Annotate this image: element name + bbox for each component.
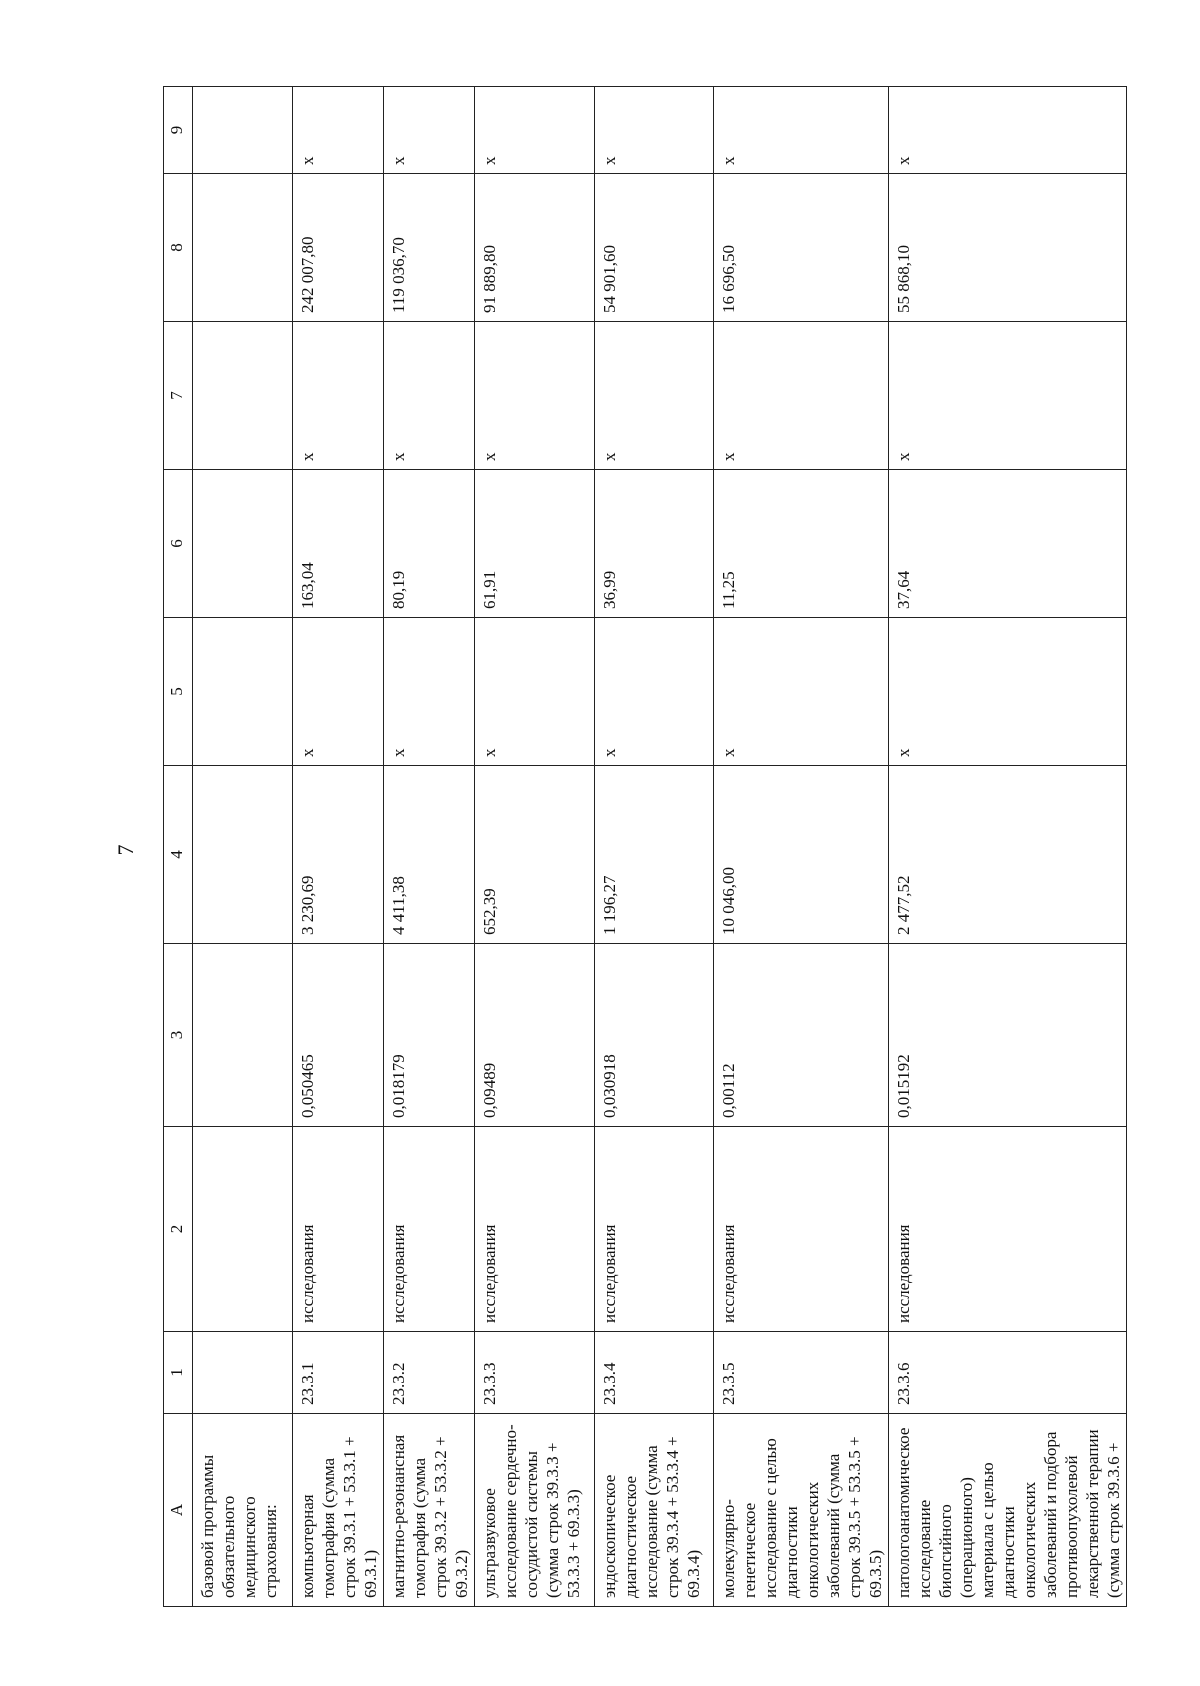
cell-col-3: 0,030918 [595, 944, 714, 1127]
cell-row-number: 23.3.6 [889, 1332, 1127, 1414]
cell-description: базовой программы обязательного медицинского страхования: [193, 1414, 293, 1607]
cell-col-3: 0,018179 [384, 944, 475, 1127]
cell-row-number: 23.3.1 [293, 1332, 384, 1414]
header-cell-6: 6 [164, 470, 193, 618]
cell-col-6: 80,19 [384, 470, 475, 618]
cell-description: магнитно-резонансная томография (сумма строк 39.3.2 + 53.3.2 + 69.3.2) [384, 1414, 475, 1607]
header-cell-3: 3 [164, 944, 193, 1127]
cell-col-7 [193, 322, 293, 470]
cell-col-9: х [595, 87, 714, 174]
cell-col-9: х [293, 87, 384, 174]
cell-col-6: 37,64 [889, 470, 1127, 618]
cell-col-4: 1 196,27 [595, 766, 714, 944]
cell-row-number: 23.3.3 [475, 1332, 595, 1414]
header-cell-9: 9 [164, 87, 193, 174]
cell-col-3: 0,09489 [475, 944, 595, 1127]
cell-col-7: х [889, 322, 1127, 470]
cell-row-number [193, 1332, 293, 1414]
cell-col-8: 55 868,10 [889, 174, 1127, 322]
cell-col-3: 0,050465 [293, 944, 384, 1127]
table-row [595, 87, 714, 1607]
cell-col-8: 242 007,80 [293, 174, 384, 322]
cell-col-5: х [889, 618, 1127, 766]
cell-description: ультразвуковое исследование сердечно-сосудистой системы (сумма строк 39.3.3 + 53.3.3 + 69.3.3) [475, 1414, 595, 1607]
cell-col-6: 61,91 [475, 470, 595, 618]
cell-col-8 [193, 174, 293, 322]
table-row [293, 87, 384, 1607]
page-number: 7 [113, 844, 138, 856]
cell-unit: исследования [475, 1127, 595, 1332]
cell-col-9 [193, 87, 293, 174]
table-row [475, 87, 595, 1607]
cell-row-number: 23.3.2 [384, 1332, 475, 1414]
cell-unit: исследования [595, 1127, 714, 1332]
cell-col-4: 2 477,52 [889, 766, 1127, 944]
cell-description: молекулярно-генетическое исследование с целью диагностики онкологических заболеваний (сумма строк 39.3.5 + 53.3.5 + 69.3.5) [714, 1414, 889, 1607]
header-cell-4: 4 [164, 766, 193, 944]
cell-col-7: х [595, 322, 714, 470]
cell-row-number: 23.3.5 [714, 1332, 889, 1414]
cell-col-5: х [714, 618, 889, 766]
cell-col-8: 16 696,50 [714, 174, 889, 322]
cell-col-7: х [475, 322, 595, 470]
cell-col-5: х [384, 618, 475, 766]
cell-col-7: х [293, 322, 384, 470]
cell-unit [193, 1127, 293, 1332]
cell-col-6: 11,25 [714, 470, 889, 618]
cell-unit: исследования [714, 1127, 889, 1332]
header-cell-2: 2 [164, 1127, 193, 1332]
cell-unit: исследования [889, 1127, 1127, 1332]
table-header-row [164, 87, 193, 1607]
cell-col-5: х [293, 618, 384, 766]
cell-col-5: х [475, 618, 595, 766]
cell-col-9: х [475, 87, 595, 174]
cell-unit: исследования [293, 1127, 384, 1332]
header-cell-7: 7 [164, 322, 193, 470]
cell-unit: исследования [384, 1127, 475, 1332]
table-row [714, 87, 889, 1607]
cell-col-7: х [384, 322, 475, 470]
cell-col-4 [193, 766, 293, 944]
cell-col-9: х [889, 87, 1127, 174]
header-cell-a: А [164, 1414, 193, 1607]
cell-col-4: 3 230,69 [293, 766, 384, 944]
cell-col-4: 10 046,00 [714, 766, 889, 944]
cell-col-9: х [714, 87, 889, 174]
table-row [193, 87, 293, 1607]
cell-col-7: х [714, 322, 889, 470]
cell-col-8: 91 889,80 [475, 174, 595, 322]
cell-col-5 [193, 618, 293, 766]
header-cell-1: 1 [164, 1332, 193, 1414]
cell-description: компьютерная томография (сумма строк 39.3.1 + 53.3.1 + 69.3.1) [293, 1414, 384, 1607]
header-cell-5: 5 [164, 618, 193, 766]
cell-col-3: 0,00112 [714, 944, 889, 1127]
cell-row-number: 23.3.4 [595, 1332, 714, 1414]
cell-col-4: 4 411,38 [384, 766, 475, 944]
cell-description: патологоанатомическое исследование биопсийного (операционного) материала с целью диагностики онкологических заболеваний и подбора противоопухолевой лекарственной терапии (сумма строк 39.3.6 + [889, 1414, 1127, 1607]
tariff-table [163, 86, 1127, 1607]
cell-col-6: 163,04 [293, 470, 384, 618]
cell-description: эндоскопическое диагностическое исследование (сумма строк 39.3.4 + 53.3.4 + 69.3.4) [595, 1414, 714, 1607]
cell-col-4: 652,39 [475, 766, 595, 944]
cell-col-3: 0,015192 [889, 944, 1127, 1127]
cell-col-8: 119 036,70 [384, 174, 475, 322]
table-row [889, 87, 1127, 1607]
rotated-table-container [163, 87, 1123, 1607]
header-cell-8: 8 [164, 174, 193, 322]
table-row [384, 87, 475, 1607]
cell-col-6 [193, 470, 293, 618]
cell-col-3 [193, 944, 293, 1127]
cell-col-8: 54 901,60 [595, 174, 714, 322]
cell-col-9: х [384, 87, 475, 174]
cell-col-5: х [595, 618, 714, 766]
cell-col-6: 36,99 [595, 470, 714, 618]
